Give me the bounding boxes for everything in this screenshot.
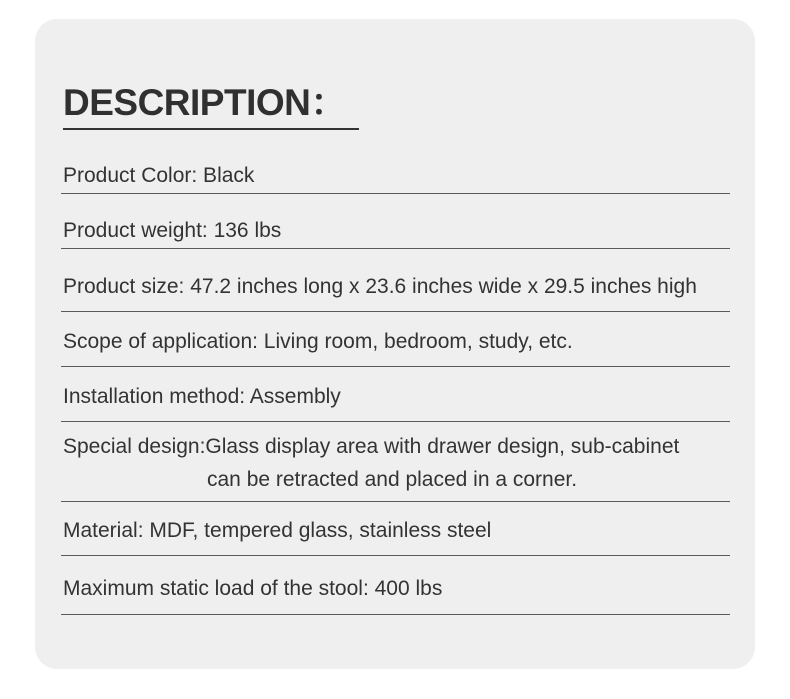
spec-text: Material: MDF, tempered glass, stainless steel — [63, 519, 492, 542]
spec-row-installation — [61, 379, 730, 422]
spec-text-line1: Special design:Glass display area with drawer design, sub-cabinet — [63, 435, 680, 458]
spec-row-size — [61, 269, 730, 312]
spec-text: Product weight: 136 lbs — [63, 219, 282, 242]
spec-text-line2: can be retracted and placed in a corner. — [207, 468, 578, 491]
description-card — [35, 19, 755, 669]
spec-text: Installation method: Assembly — [63, 385, 341, 408]
spec-text: Product size: 47.2 inches long x 23.6 inches wide x 29.5 inches high — [63, 275, 697, 298]
spec-text: Product Color: Black — [63, 164, 255, 187]
spec-row-weight — [61, 215, 730, 249]
spec-row-color — [61, 160, 730, 194]
spec-row-material — [61, 513, 730, 556]
spec-row-max-load — [61, 572, 730, 615]
description-heading: DESCRIPTION： — [63, 82, 347, 123]
spec-row-scope — [61, 324, 730, 367]
spec-row-special-design — [61, 431, 730, 502]
description-heading-underline — [63, 81, 359, 130]
spec-text: Scope of application: Living room, bedroom, study, etc. — [63, 330, 573, 353]
spec-text: Maximum static load of the stool: 400 lbs — [63, 577, 443, 600]
